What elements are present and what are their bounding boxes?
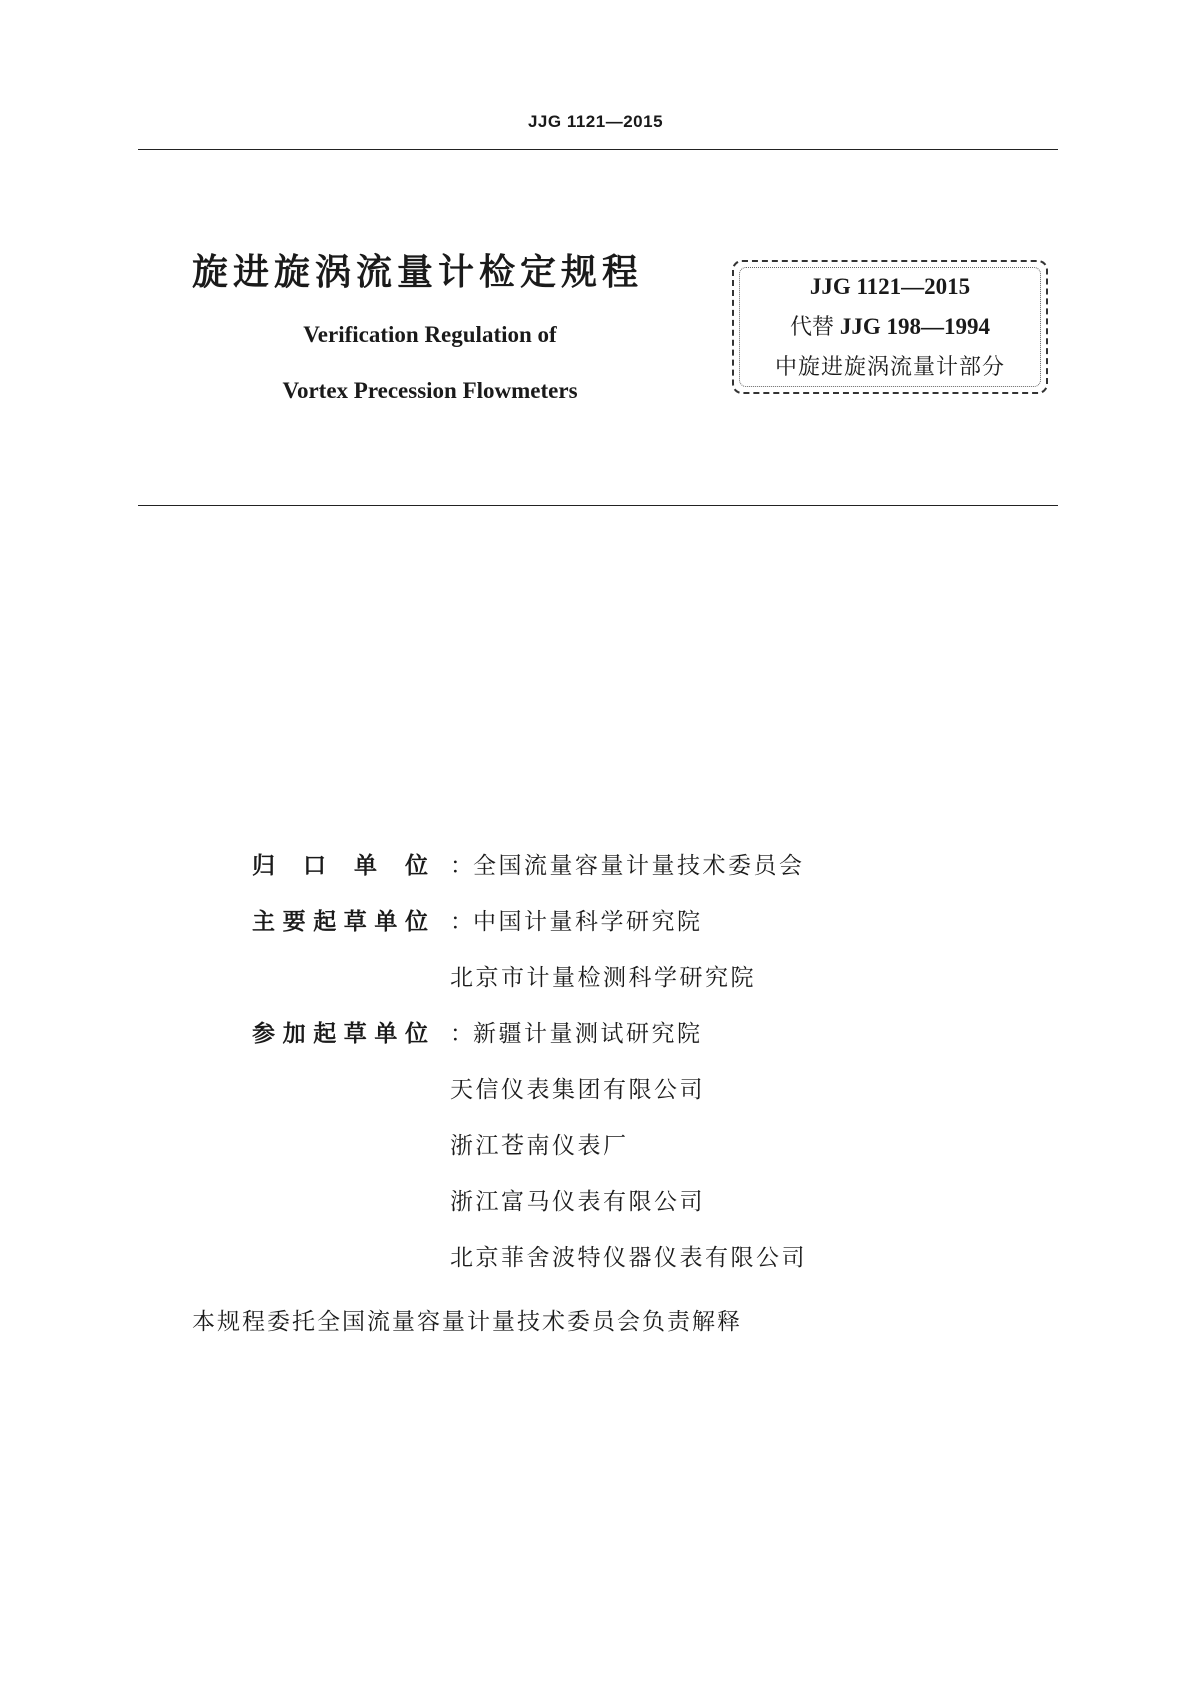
drafting-units — [252, 835, 807, 1283]
colon: ： — [450, 908, 473, 935]
participating-unit-row — [252, 1003, 807, 1059]
main-unit-row — [252, 891, 807, 947]
participating-unit-row — [252, 1115, 807, 1171]
participating-unit: 北京菲舍波特仪器仪表有限公司 — [450, 1244, 807, 1271]
standard-code: JJG 1121—2015 — [809, 273, 971, 299]
title-chinese: 旋进旋涡流量计检定规程 — [192, 252, 644, 293]
participating-unit: 新疆计量测试研究院 — [473, 1020, 703, 1047]
title-english-line2: Vortex Precession Flowmeters — [282, 378, 578, 403]
participating-unit: 浙江苍南仪表厂 — [450, 1132, 629, 1159]
colon: ： — [450, 852, 473, 879]
participating-unit-row — [252, 1059, 807, 1115]
colon: ： — [450, 1020, 473, 1047]
replaces-code: JJG 198—1994 — [839, 313, 990, 339]
replaces-scope: 中旋进旋涡流量计部分 — [774, 354, 1005, 380]
responsible-unit-row — [252, 835, 807, 891]
title-english-line1: Verification Regulation of — [303, 322, 557, 347]
main-unit: 北京市计量检测科学研究院 — [450, 964, 756, 991]
page-header-code: JJG 1121—2015 — [527, 112, 664, 131]
participating-unit-row — [252, 1171, 807, 1227]
replaces-prefix: 代替 — [790, 314, 835, 340]
responsible-unit: 全国流量容量计量技术委员会 — [473, 852, 805, 879]
header-rule — [138, 149, 1058, 150]
participating-unit-label: 参加起草单位 — [252, 1020, 430, 1047]
responsible-unit-label: 归口单位 — [252, 852, 430, 879]
title-bottom-rule — [138, 505, 1058, 506]
participating-unit-row — [252, 1227, 807, 1283]
main-unit-row — [252, 947, 807, 1003]
participating-unit: 浙江富马仪表有限公司 — [450, 1188, 705, 1215]
main-unit-label: 主要起草单位 — [252, 908, 430, 935]
interpretation-note: 本规程委托全国流量容量计量技术委员会负责解释 — [192, 1309, 742, 1335]
participating-unit: 天信仪表集团有限公司 — [450, 1076, 705, 1103]
replaces-line — [790, 307, 990, 348]
standard-code-box — [732, 260, 1048, 394]
main-unit: 中国计量科学研究院 — [473, 908, 703, 935]
